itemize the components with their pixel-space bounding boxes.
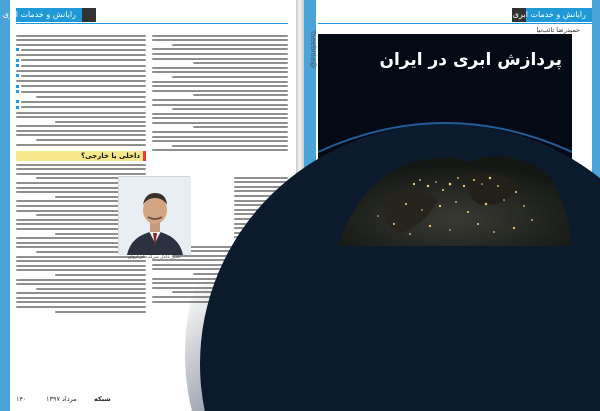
left-page-number: ۱۴۰ bbox=[16, 395, 27, 403]
hero-image-earth-at-night bbox=[318, 34, 572, 246]
left-section-tab: رایانش و خدمات ابری bbox=[16, 8, 82, 22]
author-byline: حمیدرضا تائب‌نیا bbox=[536, 26, 580, 34]
right-vertical-brand: Taeebnia@ bbox=[309, 30, 317, 69]
left-sidebar-heading: داخلی یا خارجی؟ bbox=[16, 151, 146, 161]
right-section-tab: رایانش و خدمات ابری bbox=[526, 8, 592, 22]
left-header-rule bbox=[16, 23, 288, 24]
left-page-issue: مرداد ۱۳۹۷ bbox=[46, 395, 77, 403]
left-page-brand: شبکه bbox=[94, 395, 111, 403]
left-page-edge-band bbox=[0, 0, 10, 411]
left-page-column-right bbox=[152, 32, 288, 172]
left-section-tab-accent bbox=[82, 8, 96, 22]
right-header-rule bbox=[318, 23, 592, 24]
hero-title: پردازش ابری در ایران bbox=[379, 50, 562, 70]
author-photo-caption: مدیر عامل شرکت ابر آروان bbox=[127, 255, 181, 260]
author-photo bbox=[118, 176, 190, 254]
